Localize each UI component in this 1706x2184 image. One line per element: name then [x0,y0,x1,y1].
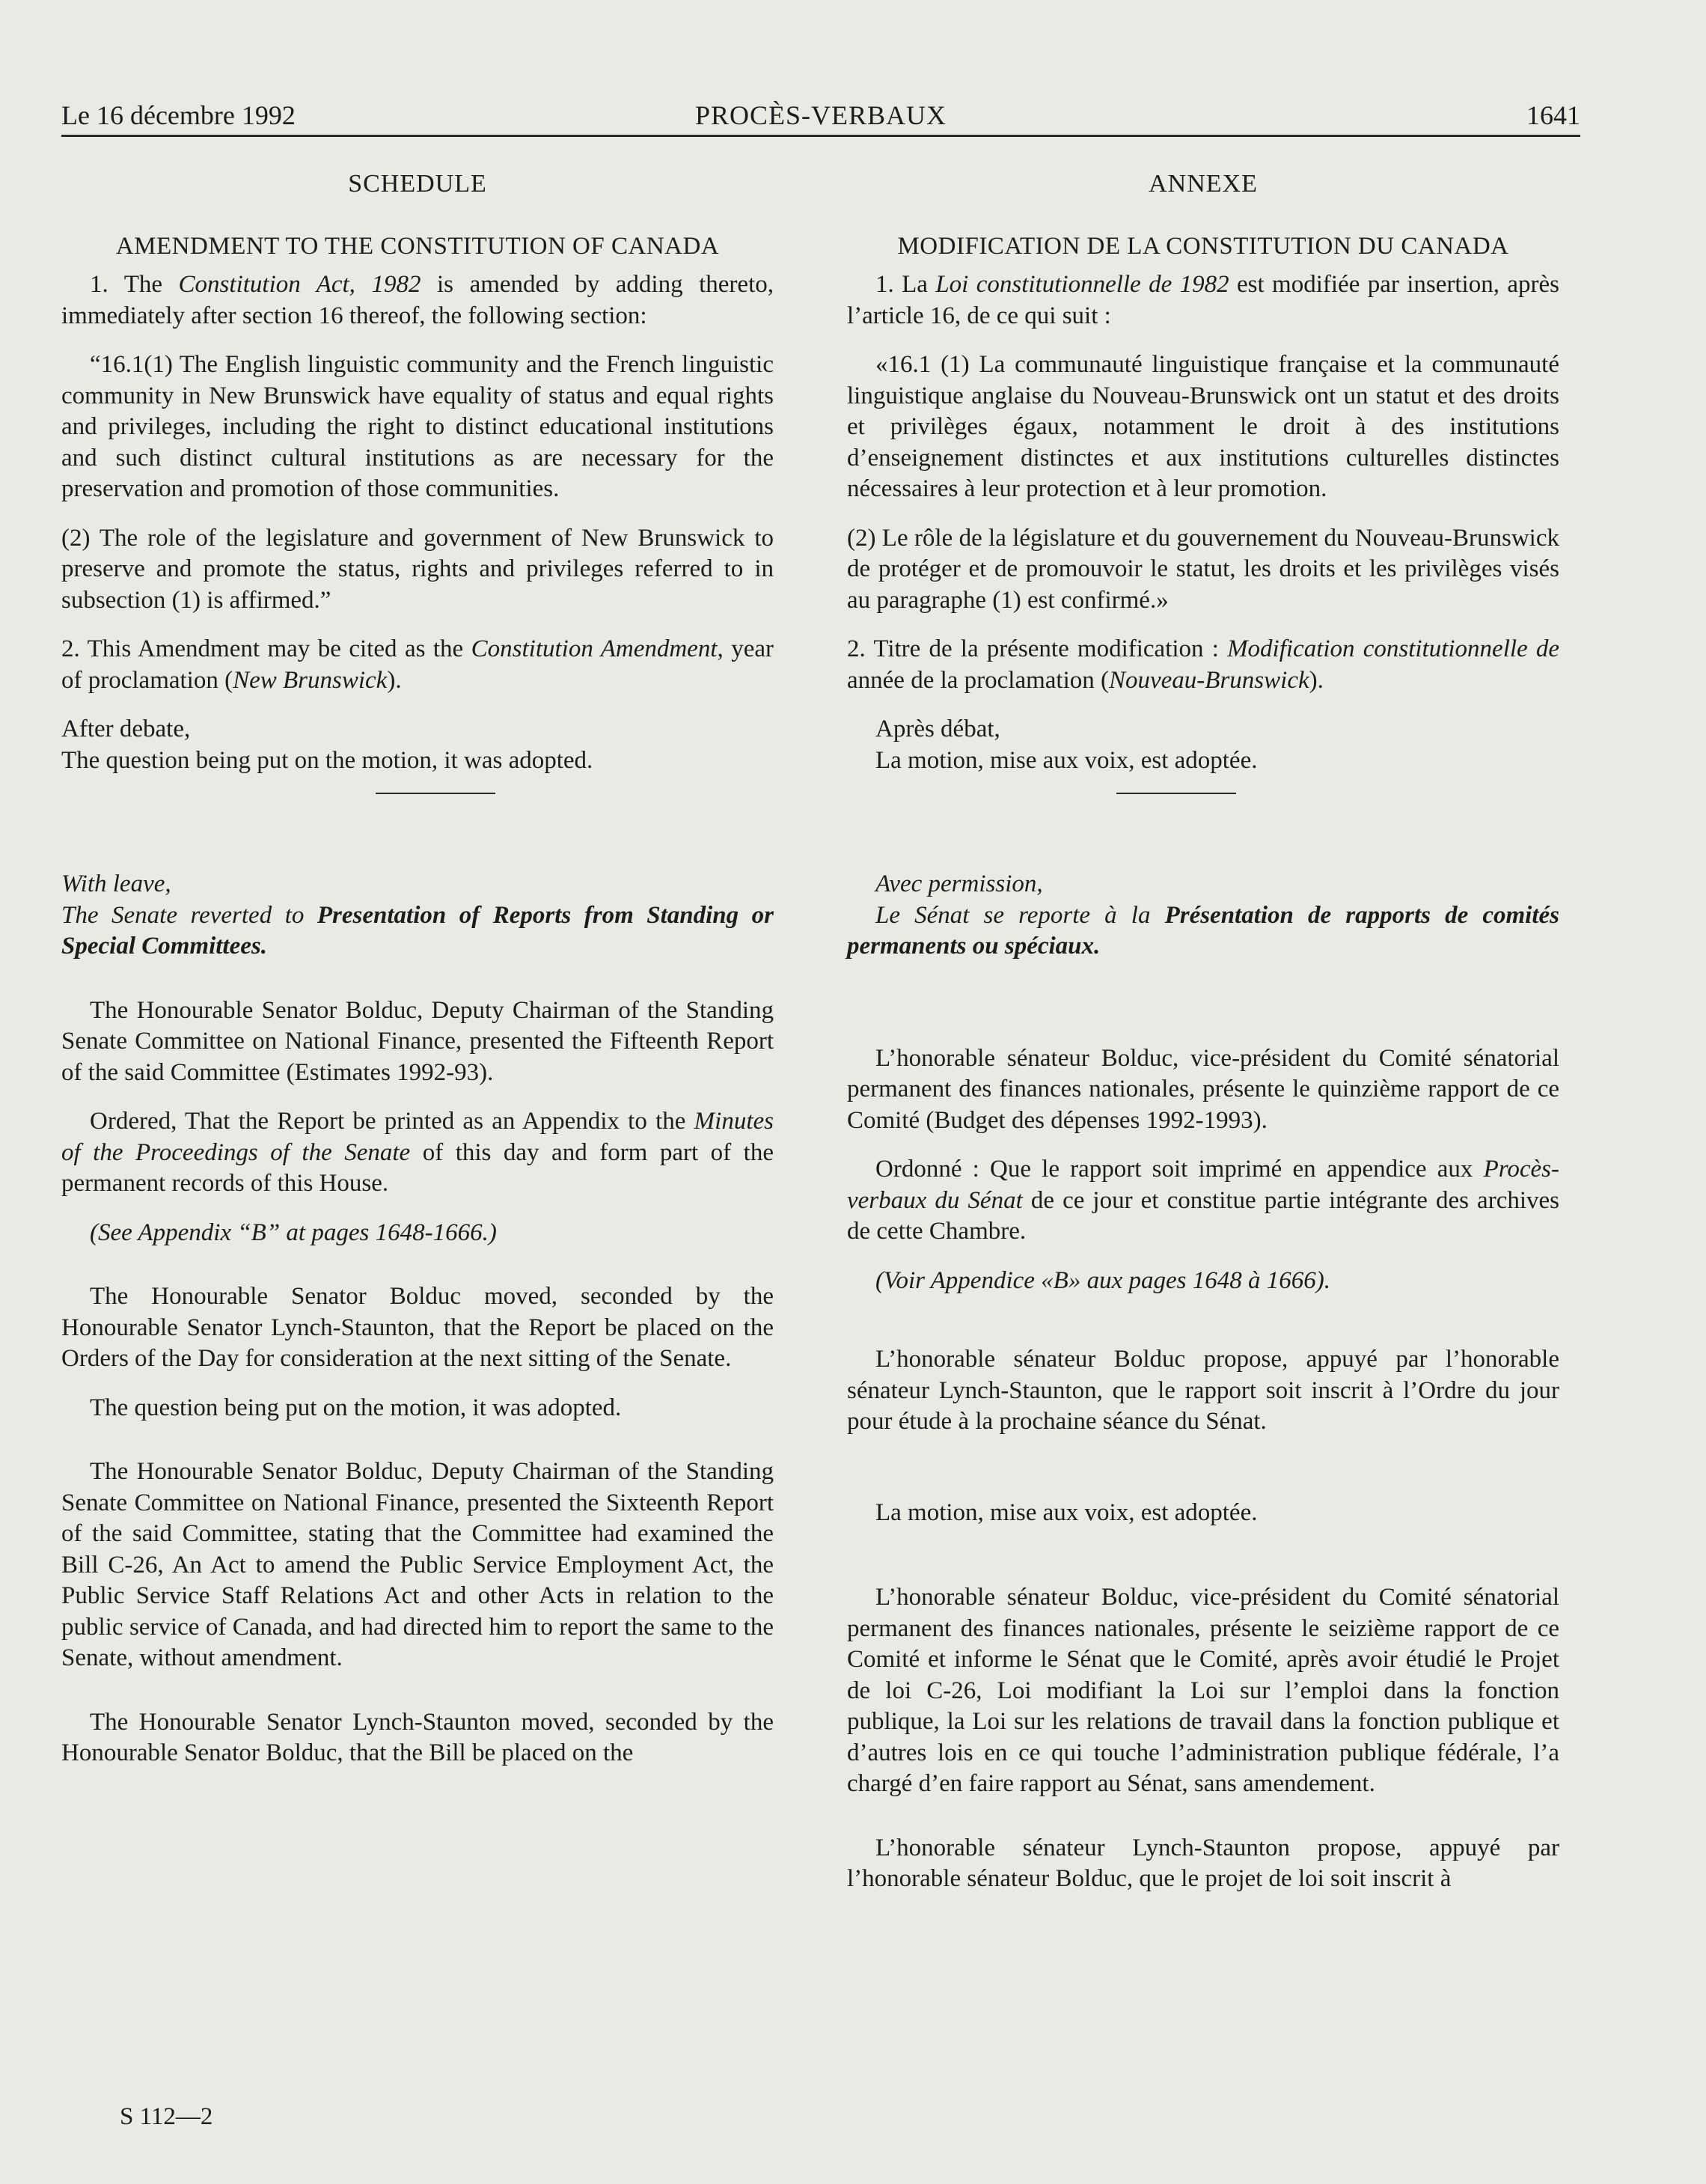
english-column [61,168,774,1769]
paragraph: Le Sénat se reporte à la Présentation de rapports de comités permanents ou spéciaux. [847,901,1559,960]
header-date: Le 16 décembre 1992 [61,100,296,130]
paragraph: Ordonné : Que le rapport soit imprimé en appendice aux Procès-verbaux du Sénat de ce jour et constitue partie intégrante des archives de cette Chambre. [847,1156,1559,1245]
amendment-heading: AMENDMENT TO THE CONSTITUTION OF CANADA [115,232,720,260]
paragraph: «16.1 (1) La communauté linguistique française et la communauté linguistique anglaise du Nouveau-Brunswick ont un statut et des droits et privilèges égaux, notamment le droit à des institutions d’enseignement distinctes et aux institutions culturelles distinctes nécessaires à leur protection et à leur promotion. [847,351,1559,502]
modification-heading: MODIFICATION DE LA CONSTITUTION DU CANADA [897,232,1509,260]
french-column [847,168,1559,1895]
paragraph: Après débat, [875,716,1000,742]
paragraph: The question being put on the motion, it was adopted. [90,1394,622,1421]
paragraph: The Honourable Senator Bolduc, Deputy Chairman of the Standing Senate Committee on National Finance, presented the Sixteenth Report of the said Committee, stating that the Committee had examined the Bill C-26, An Act to amend the Public Service Employment Act, the Public Service Staff Relations Act and other Acts in relation to the public service of Canada, and had directed him to report the same to the Senate, without amendment. [61,1458,774,1671]
paragraph: Ordered, That the Report be printed as an Appendix to the Minutes of the Proceedings of the Senate of this day and form part of the permanent records of this House. [61,1108,774,1197]
header-title: PROCÈS-VERBAUX [694,100,947,130]
paragraph: 2. This Amendment may be cited as the Constitution Amendment, year of proclamation (New Brunswick). [61,635,774,694]
paragraph: L’honorable sénateur Bolduc, vice-président du Comité sénatorial permanent des finances nationales, présente le seizième rapport de ce Comité et informe le Sénat que le Comité, après avoir étudié le Projet de loi C-26, Loi modifiant la Loi sur l’emploi dans la fonction publique, la Loi sur les relations de travail dans la fonction publique et d’autres lois en ce qui touche l’administration publique fédérale, l’a chargé d’en faire rapport au Sénat, sans amendement. [847,1584,1559,1797]
page-number: 1641 [1526,100,1580,130]
paragraph: The Honourable Senator Bolduc, Deputy Chairman of the Standing Senate Committee on National Finance, presented the Fifteenth Report of the said Committee (Estimates 1992-93). [61,996,774,1086]
paragraph: The Senate reverted to Presentation of Reports from Standing or Special Committees. [61,901,774,960]
section-divider [376,793,495,794]
paragraph: La motion, mise aux voix, est adoptée. [875,1498,1258,1526]
schedule-heading: SCHEDULE [348,170,487,198]
paragraph: L’honorable sénateur Lynch-Staunton propose, appuyé par l’honorable sénateur Bolduc, que le projet de loi soit inscrit à [847,1834,1559,1892]
paragraph: (See Appendix “B” at pages 1648-1666.) [90,1218,497,1246]
paragraph: After debate, [61,716,191,742]
paragraph: The Honourable Senator Lynch-Staunton moved, seconded by the Honourable Senator Bolduc, that the Bill be placed on the [61,1708,774,1766]
signature-mark: S 112—2 [120,2103,213,2130]
paragraph: 1. The Constitution Act, 1982 is amended by adding thereto, immediately after section 16 thereof, the following section: [61,271,774,329]
paragraph: L’honorable sénateur Bolduc propose, appuyé par l’honorable sénateur Lynch-Staunton, que le rapport soit inscrit à l’Ordre du jour pour étude à la prochaine séance du Sénat. [847,1346,1559,1435]
paragraph: Avec permission, [875,870,1043,897]
paragraph: 1. La Loi constitutionnelle de 1982 est modifiée par insertion, après l’article 16, de ce qui suit : [847,271,1559,329]
paragraph: The question being put on the motion, it was adopted. [61,746,593,774]
running-header [61,96,1580,137]
paragraph: (Voir Appendice «B» aux pages 1648 à 1666). [875,1266,1330,1294]
paragraph: With leave, [61,870,171,897]
paragraph: La motion, mise aux voix, est adoptée. [875,746,1258,774]
annexe-heading: ANNEXE [1149,170,1258,198]
paragraph: “16.1(1) The English linguistic community and the French linguistic community in New Brunswick have equality of status and equal rights and privileges, including the right to distinct educational institutions and such distinct cultural institutions as are necessary for the preservation and promotion of those communities. [61,351,774,502]
paragraph: 2. Titre de la présente modification : Modification constitutionnelle de année de la proclamation (Nouveau-Brunswick). [847,635,1560,694]
paragraph: L’honorable sénateur Bolduc, vice-président du Comité sénatorial permanent des finances nationales, présente le quinzième rapport de ce Comité (Budget des dépenses 1992-1993). [847,1044,1559,1134]
section-divider [1116,793,1236,794]
paragraph: (2) The role of the legislature and government of New Brunswick to preserve and promote the status, rights and privileges referred to in subsection (1) is affirmed.” [61,524,774,614]
paragraph: (2) Le rôle de la législature et du gouvernement du Nouveau-Brunswick de protéger et de promouvoir le statut, les droits et les privilèges visés au paragraphe (1) est confirmé.» [847,524,1559,614]
paragraph: The Honourable Senator Bolduc moved, seconded by the Honourable Senator Lynch-Staunton, that the Report be placed on the Orders of the Day for consideration at the next sitting of the Senate. [61,1283,774,1372]
